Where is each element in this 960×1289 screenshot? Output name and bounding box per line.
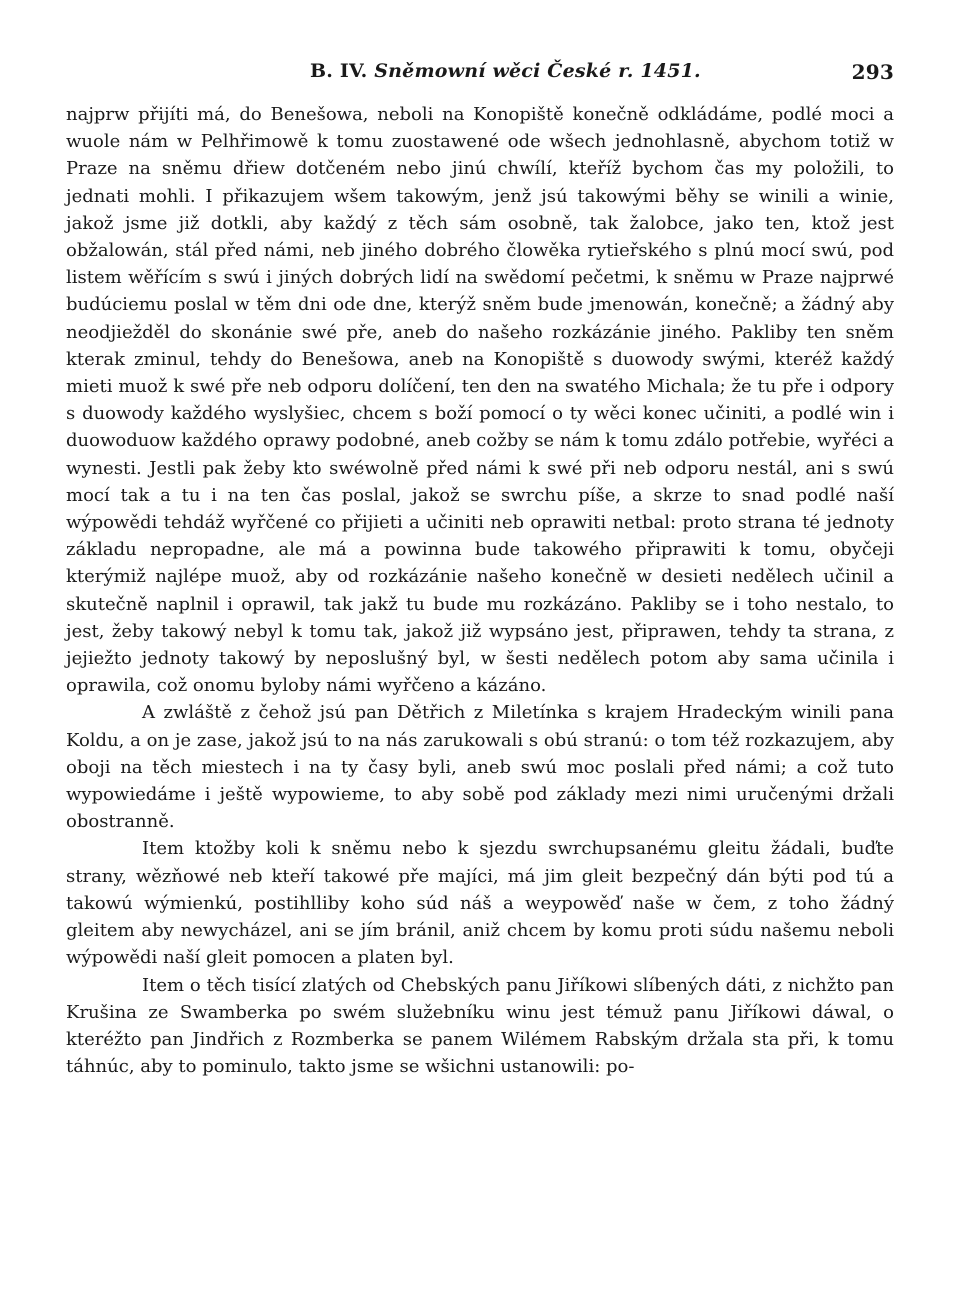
body-text xyxy=(66,101,894,1080)
paragraph: Item o těch tisící zlatých od Chebských panu Jiříkowi slíbených dáti, z nichžto pan Krušina ze Swamberka po swém služebníku winu jest témuž panu Jiříkowi dáwal, o kteréžto pan Jindřich z Rozmberka se panem Wilémem Rabským držala sta při, k tomu táhnúc, aby to pominulo, takto jsme se wšichni ustanowili: po- xyxy=(66,974,894,1078)
book-page xyxy=(66,60,894,1080)
page-number: 293 xyxy=(851,60,894,84)
paragraph: A zwláště z čehož jsú pan Dětřich z Miletínka s krajem Hradeckým winili pana Koldu, a on je zase, jakož jsú to na nás zarukowali s obú stranú: o tom též rozkazujem, aby oboji na těch miestech i na ty časy byli, aneb swú moc poslali před námi; a což tuto wypowiedáme i ještě wypowieme, to aby sobě pod základy mezi nimi uručenými držali obostranně. xyxy=(66,702,894,833)
running-title xyxy=(310,60,701,82)
running-head xyxy=(66,60,894,88)
paragraph: Item ktožby koli k sněmu nebo k sjezdu swrchupsanému gleitu žádali, buďte strany, wězňowé neb kteří takowé pře majíci, má jim gleit bezpečný dán býti pod tú a takowú wýmienkú, postihlliby koho súd náš a weypowěď naše w čem, z toho žádný gleitem aby newycházel, ani se jím bránil, aniž chcem by komu proti súdu našemu neboli wýpowědi naší gleit pomocen a platen byl. xyxy=(66,838,894,969)
section-label: B. IV. xyxy=(310,60,368,82)
chapter-title: Sněmowní wěci České r. 1451. xyxy=(374,60,701,82)
paragraph-continued: najprw přijíti má, do Benešowa, neboli na Konopiště konečně odkládáme, podlé moci a wuole nám w Pelhřimowě k tomu zuostawené ode wšech jednohlasně, abychom totiž w Praze na sněmu dřiew dotčeném nebo jinú chwílí, kteříž bychom čas my položili, to jednati mohli. I přikazujem wšem takowým, jenž jsú takowými běhy se winili a winie, jakož jsme již dotkli, aby každý z těch sám osobně, tak žalobce, jako ten, ktož jest obžalowán, stál před námi, neb jiného dobrého člowěka rytieřského s plnú mocí swú, pod listem wěřícím s swú i jiných dobrých lidí na swědomí pečetmi, k sněmu w Praze najprwé budúciemu poslal w těm dni ode dne, kterýž sněm bude jmenowán, konečně; a žádný aby neodjiežděl do skonánie swé pře, aneb do našeho rozkázánie jiného. Pakliby ten sněm kterak zminul, tehdy do Benešowa, aneb na Konopiště s duowody swými, kteréž každý mieti muož k swé pře neb odporu dolíčení, ten den na swatého Michala; že tu pře i odpory s duowody každého wyslyšiec, chcem s boží pomocí o ty wěci konec učiniti, a podlé win i duowoduow každého oprawy podobné, aneb cožby se nám k tomu zdálo potřebie, wyřéci a wynesti. Jestli pak žeby kto swéwolně před námi k swé při neb odporu nestál, ani s swú mocí tak a tu i na ten čas poslal, jakož se swrchu píše, a skrze to snad podlé naší wýpowědi tehdáž wyřčené co přijieti a učiniti neb oprawiti netbal: proto strana té jednoty základu nepropadne, ale má a powinna bude takowého připrawiti k tomu, obyčeji kterýmiž najlépe muož, aby od rozkázánie našeho konečně w desieti nedělech učinil a skutečně naplnil i oprawil, tak jakž tu bude mu rozkázáno. Pakliby se i toho nestalo, to jest, žeby takowý nebyl k tomu tak, jakož již wypsáno jest, připrawen, tehdy ta strana, z jejiežto jednoty takowý by neposlušný byl, w šesti nedělech potom aby sama učinila i oprawila, což onomu byloby námi wyřčeno a kázáno. xyxy=(66,104,894,697)
